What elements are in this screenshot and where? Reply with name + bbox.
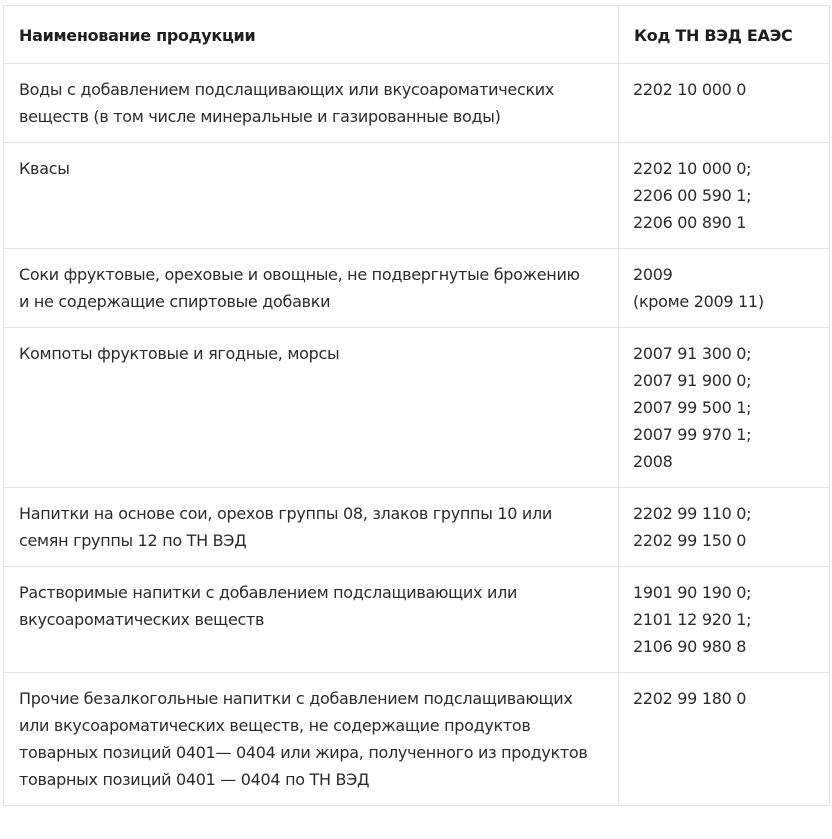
table-row — [4, 488, 830, 567]
tnved-code-line: 2101 12 920 1; — [633, 610, 752, 629]
tnved-code-cell — [619, 249, 830, 328]
tnved-code-line: 2202 99 110 0; — [633, 504, 752, 523]
product-name-line: и не содержащие спиртовые добавки — [19, 292, 331, 311]
product-name-line: Квасы — [19, 159, 70, 178]
product-name-line: семян группы 12 по ТН ВЭД — [19, 531, 247, 550]
tnved-code-cell — [619, 64, 830, 143]
tnved-code-line: 2007 91 300 0; — [633, 344, 752, 363]
product-code-table-container — [3, 5, 829, 806]
tnved-code-cell — [619, 673, 830, 806]
tnved-code-line: 2009 — [633, 265, 673, 284]
product-code-table — [3, 5, 830, 806]
table-row — [4, 328, 830, 488]
product-name-line: Напитки на основе сои, орехов группы 08, злаков группы 10 или — [19, 504, 552, 523]
tnved-code-cell — [619, 328, 830, 488]
product-name-cell — [4, 673, 619, 806]
product-name-line: Компоты фруктовые и ягодные, морсы — [19, 344, 340, 363]
tnved-code-line: 1901 90 190 0; — [633, 583, 752, 602]
tnved-code-cell — [619, 567, 830, 673]
table-header — [4, 6, 830, 64]
product-name-line: Воды с добавлением подслащивающих или вкусоароматических — [19, 80, 555, 99]
tnved-code-cell — [619, 488, 830, 567]
product-name-line: Прочие безалкогольные напитки с добавлением подслащивающих — [19, 689, 573, 708]
header-product-name: Наименование продукции — [4, 6, 619, 64]
product-name-cell — [4, 567, 619, 673]
product-name-line: вкусоароматических веществ — [19, 610, 265, 629]
tnved-code-line: 2007 99 500 1; — [633, 398, 752, 417]
product-name-line: товарных позиций 0401 — 0404 по ТН ВЭД — [19, 770, 370, 789]
tnved-code-cell — [619, 143, 830, 249]
product-name-cell — [4, 328, 619, 488]
tnved-code-line: 2202 99 180 0 — [633, 689, 747, 708]
tnved-code-line: 2202 10 000 0 — [633, 80, 747, 99]
header-row — [4, 6, 830, 64]
table-row — [4, 64, 830, 143]
tnved-code-line: 2007 99 970 1; — [633, 425, 752, 444]
tnved-code-line: 2206 00 890 1 — [633, 213, 747, 232]
product-name-cell — [4, 143, 619, 249]
product-name-line: Соки фруктовые, ореховые и овощные, не подвергнутые брожению — [19, 265, 580, 284]
tnved-code-line: 2007 91 900 0; — [633, 371, 752, 390]
table-row — [4, 143, 830, 249]
table-body — [4, 64, 830, 806]
table-row — [4, 673, 830, 806]
tnved-code-line: 2008 — [633, 452, 673, 471]
product-name-cell — [4, 64, 619, 143]
product-name-cell — [4, 249, 619, 328]
product-name-cell — [4, 488, 619, 567]
product-name-line: или вкусоароматических веществ, не содержащие продуктов — [19, 716, 531, 735]
product-name-line: Растворимые напитки с добавлением подслащивающих или — [19, 583, 518, 602]
product-name-line: веществ (в том числе минеральные и газированные воды) — [19, 107, 501, 126]
header-tnved-code: Код ТН ВЭД ЕАЭС — [619, 6, 830, 64]
tnved-code-line: 2202 10 000 0; — [633, 159, 752, 178]
product-name-line: товарных позиций 0401— 0404 или жира, полученного из продуктов — [19, 743, 588, 762]
tnved-code-line: 2202 99 150 0 — [633, 531, 747, 550]
tnved-code-line: 2206 00 590 1; — [633, 186, 752, 205]
tnved-code-line: 2106 90 980 8 — [633, 637, 747, 656]
table-row — [4, 249, 830, 328]
table-row — [4, 567, 830, 673]
tnved-code-line: (кроме 2009 11) — [633, 292, 764, 311]
